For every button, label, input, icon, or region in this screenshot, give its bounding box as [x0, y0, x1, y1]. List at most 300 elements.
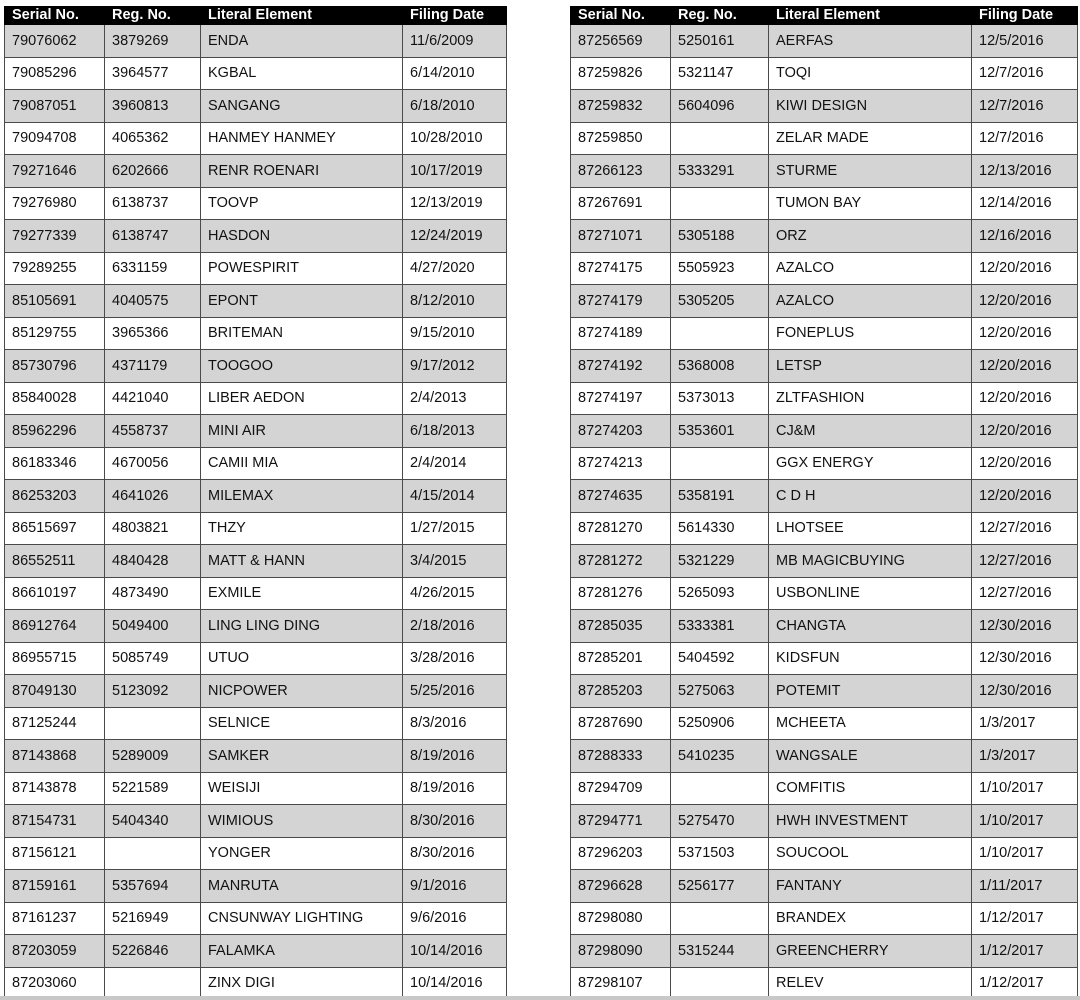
- literal-element-cell: GGX ENERGY: [769, 447, 972, 480]
- table-row: [571, 805, 1078, 838]
- table-row: [5, 90, 507, 123]
- filing-date-cell: 12/5/2016: [972, 25, 1078, 58]
- literal-element-cell: ZELAR MADE: [769, 122, 972, 155]
- literal-element-cell: TUMON BAY: [769, 187, 972, 220]
- literal-element-cell: AERFAS: [769, 25, 972, 58]
- filing-date-cell: 12/14/2016: [972, 187, 1078, 220]
- table-header-row: [571, 7, 1078, 25]
- reg-no-cell: 3964577: [105, 57, 201, 90]
- serial-no-cell: 87281270: [571, 512, 671, 545]
- reg-no-cell: 5505923: [671, 252, 769, 285]
- table-row: [5, 187, 507, 220]
- filing-date-cell: 10/17/2019: [403, 155, 507, 188]
- reg-no-cell: 5410235: [671, 740, 769, 773]
- reg-no-cell: [105, 967, 201, 1000]
- serial-no-cell: 87274192: [571, 350, 671, 383]
- reg-no-cell: 5333381: [671, 610, 769, 643]
- header-reg-no: Reg. No.: [105, 7, 201, 25]
- literal-element-cell: MB MAGICBUYING: [769, 545, 972, 578]
- table-row: [571, 870, 1078, 903]
- reg-no-cell: [671, 967, 769, 1000]
- serial-no-cell: 87259850: [571, 122, 671, 155]
- reg-no-cell: [671, 902, 769, 935]
- table-row: [571, 415, 1078, 448]
- serial-no-cell: 87154731: [5, 805, 105, 838]
- table-row: [5, 837, 507, 870]
- filing-date-cell: 12/13/2016: [972, 155, 1078, 188]
- filing-date-cell: 12/20/2016: [972, 350, 1078, 383]
- literal-element-cell: HWH INVESTMENT: [769, 805, 972, 838]
- serial-no-cell: 87285035: [571, 610, 671, 643]
- filing-date-cell: 10/14/2016: [403, 967, 507, 1000]
- serial-no-cell: 79094708: [5, 122, 105, 155]
- filing-date-cell: 1/27/2015: [403, 512, 507, 545]
- literal-element-cell: SOUCOOL: [769, 837, 972, 870]
- literal-element-cell: CHANGTA: [769, 610, 972, 643]
- header-serial-no: Serial No.: [5, 7, 105, 25]
- filing-date-cell: 10/28/2010: [403, 122, 507, 155]
- table-row: [5, 935, 507, 968]
- filing-date-cell: 1/12/2017: [972, 967, 1078, 1000]
- reg-no-cell: 3960813: [105, 90, 201, 123]
- literal-element-cell: RELEV: [769, 967, 972, 1000]
- literal-element-cell: ZINX DIGI: [201, 967, 403, 1000]
- reg-no-cell: 4371179: [105, 350, 201, 383]
- table-row: [571, 675, 1078, 708]
- table-row: [571, 740, 1078, 773]
- reg-no-cell: 3965366: [105, 317, 201, 350]
- serial-no-cell: 79076062: [5, 25, 105, 58]
- table-row: [571, 252, 1078, 285]
- table-row: [571, 772, 1078, 805]
- table-row: [5, 610, 507, 643]
- serial-no-cell: 87159161: [5, 870, 105, 903]
- table-row: [5, 220, 507, 253]
- serial-no-cell: 87287690: [571, 707, 671, 740]
- literal-element-cell: MATT & HANN: [201, 545, 403, 578]
- reg-no-cell: 5614330: [671, 512, 769, 545]
- reg-no-cell: [105, 707, 201, 740]
- literal-element-cell: WIMIOUS: [201, 805, 403, 838]
- filing-date-cell: 9/15/2010: [403, 317, 507, 350]
- serial-no-cell: 87281272: [571, 545, 671, 578]
- filing-date-cell: 2/4/2013: [403, 382, 507, 415]
- filing-date-cell: 5/25/2016: [403, 675, 507, 708]
- reg-no-cell: 5353601: [671, 415, 769, 448]
- table-row: [5, 155, 507, 188]
- table-row: [5, 447, 507, 480]
- filing-date-cell: 9/6/2016: [403, 902, 507, 935]
- table-row: [571, 285, 1078, 318]
- reg-no-cell: 4641026: [105, 480, 201, 513]
- table-row: [571, 707, 1078, 740]
- literal-element-cell: POWESPIRIT: [201, 252, 403, 285]
- literal-element-cell: MCHEETA: [769, 707, 972, 740]
- reg-no-cell: 4040575: [105, 285, 201, 318]
- filing-date-cell: 12/20/2016: [972, 415, 1078, 448]
- filing-date-cell: 1/10/2017: [972, 805, 1078, 838]
- serial-no-cell: 87274179: [571, 285, 671, 318]
- table-row: [571, 187, 1078, 220]
- filing-date-cell: 9/17/2012: [403, 350, 507, 383]
- literal-element-cell: AZALCO: [769, 252, 972, 285]
- reg-no-cell: 4065362: [105, 122, 201, 155]
- filing-date-cell: 6/18/2010: [403, 90, 507, 123]
- literal-element-cell: CAMII MIA: [201, 447, 403, 480]
- reg-no-cell: [671, 447, 769, 480]
- table-row: [571, 447, 1078, 480]
- literal-element-cell: UTUO: [201, 642, 403, 675]
- reg-no-cell: 5373013: [671, 382, 769, 415]
- literal-element-cell: CJ&M: [769, 415, 972, 448]
- table-row: [5, 577, 507, 610]
- table-row: [571, 642, 1078, 675]
- literal-element-cell: USBONLINE: [769, 577, 972, 610]
- filing-date-cell: 1/11/2017: [972, 870, 1078, 903]
- filing-date-cell: 1/3/2017: [972, 707, 1078, 740]
- literal-element-cell: ENDA: [201, 25, 403, 58]
- literal-element-cell: TOQI: [769, 57, 972, 90]
- literal-element-cell: SANGANG: [201, 90, 403, 123]
- serial-no-cell: 87274213: [571, 447, 671, 480]
- table-row: [5, 967, 507, 1000]
- literal-element-cell: NICPOWER: [201, 675, 403, 708]
- filing-date-cell: 12/7/2016: [972, 90, 1078, 123]
- table-row: [571, 220, 1078, 253]
- serial-no-cell: 85962296: [5, 415, 105, 448]
- reg-no-cell: 5275063: [671, 675, 769, 708]
- literal-element-cell: TOOGOO: [201, 350, 403, 383]
- table-row: [5, 25, 507, 58]
- table-row: [5, 512, 507, 545]
- reg-no-cell: 5250906: [671, 707, 769, 740]
- filing-date-cell: 12/20/2016: [972, 382, 1078, 415]
- filing-date-cell: 12/13/2019: [403, 187, 507, 220]
- serial-no-cell: 87049130: [5, 675, 105, 708]
- serial-no-cell: 79271646: [5, 155, 105, 188]
- reg-no-cell: 6138737: [105, 187, 201, 220]
- filing-date-cell: 12/27/2016: [972, 512, 1078, 545]
- serial-no-cell: 79277339: [5, 220, 105, 253]
- filing-date-cell: 4/26/2015: [403, 577, 507, 610]
- filing-date-cell: 12/7/2016: [972, 57, 1078, 90]
- table-row: [5, 252, 507, 285]
- filing-date-cell: 12/20/2016: [972, 480, 1078, 513]
- filing-date-cell: 12/27/2016: [972, 545, 1078, 578]
- filing-date-cell: 1/12/2017: [972, 935, 1078, 968]
- trademark-table-right: [570, 6, 1078, 1000]
- literal-element-cell: GREENCHERRY: [769, 935, 972, 968]
- serial-no-cell: 87281276: [571, 577, 671, 610]
- reg-no-cell: 5265093: [671, 577, 769, 610]
- filing-date-cell: 8/19/2016: [403, 740, 507, 773]
- reg-no-cell: 5085749: [105, 642, 201, 675]
- table-row: [5, 317, 507, 350]
- filing-date-cell: 1/10/2017: [972, 837, 1078, 870]
- table-row: [5, 480, 507, 513]
- literal-element-cell: RENR ROENARI: [201, 155, 403, 188]
- table-row: [571, 480, 1078, 513]
- serial-no-cell: 86515697: [5, 512, 105, 545]
- serial-no-cell: 87267691: [571, 187, 671, 220]
- reg-no-cell: 5357694: [105, 870, 201, 903]
- literal-element-cell: SELNICE: [201, 707, 403, 740]
- table-row: [5, 675, 507, 708]
- table-row: [5, 350, 507, 383]
- filing-date-cell: 12/20/2016: [972, 285, 1078, 318]
- reg-no-cell: 6331159: [105, 252, 201, 285]
- filing-date-cell: 12/24/2019: [403, 220, 507, 253]
- reg-no-cell: 5371503: [671, 837, 769, 870]
- filing-date-cell: 12/30/2016: [972, 675, 1078, 708]
- reg-no-cell: 4873490: [105, 577, 201, 610]
- reg-no-cell: [671, 187, 769, 220]
- reg-no-cell: 5250161: [671, 25, 769, 58]
- table-row: [571, 90, 1078, 123]
- filing-date-cell: 8/30/2016: [403, 805, 507, 838]
- literal-element-cell: LIBER AEDON: [201, 382, 403, 415]
- serial-no-cell: 79085296: [5, 57, 105, 90]
- literal-element-cell: CNSUNWAY LIGHTING: [201, 902, 403, 935]
- reg-no-cell: 5275470: [671, 805, 769, 838]
- serial-no-cell: 87288333: [571, 740, 671, 773]
- serial-no-cell: 87274203: [571, 415, 671, 448]
- reg-no-cell: 5221589: [105, 772, 201, 805]
- table-row: [5, 122, 507, 155]
- serial-no-cell: 87143878: [5, 772, 105, 805]
- serial-no-cell: 87161237: [5, 902, 105, 935]
- reg-no-cell: [105, 837, 201, 870]
- literal-element-cell: HANMEY HANMEY: [201, 122, 403, 155]
- reg-no-cell: 4670056: [105, 447, 201, 480]
- literal-element-cell: BRANDEX: [769, 902, 972, 935]
- literal-element-cell: WEISIJI: [201, 772, 403, 805]
- table-row: [571, 837, 1078, 870]
- serial-no-cell: 87125244: [5, 707, 105, 740]
- table-header-row: [5, 7, 507, 25]
- reg-no-cell: 5305205: [671, 285, 769, 318]
- reg-no-cell: 4421040: [105, 382, 201, 415]
- serial-no-cell: 85105691: [5, 285, 105, 318]
- serial-no-cell: 87203060: [5, 967, 105, 1000]
- viewer-bottom-edge: [0, 996, 1080, 1000]
- reg-no-cell: 5404340: [105, 805, 201, 838]
- reg-no-cell: 5049400: [105, 610, 201, 643]
- filing-date-cell: 8/30/2016: [403, 837, 507, 870]
- table-row: [5, 415, 507, 448]
- table-row: [571, 577, 1078, 610]
- filing-date-cell: 2/4/2014: [403, 447, 507, 480]
- reg-no-cell: 3879269: [105, 25, 201, 58]
- filing-date-cell: 8/19/2016: [403, 772, 507, 805]
- table-row: [571, 155, 1078, 188]
- filing-date-cell: 3/28/2016: [403, 642, 507, 675]
- reg-no-cell: 5321229: [671, 545, 769, 578]
- table-row: [5, 870, 507, 903]
- literal-element-cell: AZALCO: [769, 285, 972, 318]
- serial-no-cell: 87298080: [571, 902, 671, 935]
- reg-no-cell: 5305188: [671, 220, 769, 253]
- reg-no-cell: 6138747: [105, 220, 201, 253]
- table-row: [571, 935, 1078, 968]
- reg-no-cell: 5216949: [105, 902, 201, 935]
- filing-date-cell: 8/12/2010: [403, 285, 507, 318]
- filing-date-cell: 12/20/2016: [972, 317, 1078, 350]
- literal-element-cell: POTEMIT: [769, 675, 972, 708]
- filing-date-cell: 6/18/2013: [403, 415, 507, 448]
- literal-element-cell: MANRUTA: [201, 870, 403, 903]
- serial-no-cell: 87259826: [571, 57, 671, 90]
- table-row: [571, 382, 1078, 415]
- filing-date-cell: 8/3/2016: [403, 707, 507, 740]
- literal-element-cell: KIWI DESIGN: [769, 90, 972, 123]
- filing-date-cell: 12/20/2016: [972, 252, 1078, 285]
- literal-element-cell: MINI AIR: [201, 415, 403, 448]
- reg-no-cell: 5256177: [671, 870, 769, 903]
- serial-no-cell: 87296203: [571, 837, 671, 870]
- table-row: [5, 642, 507, 675]
- serial-no-cell: 86955715: [5, 642, 105, 675]
- serial-no-cell: 87285203: [571, 675, 671, 708]
- filing-date-cell: 12/7/2016: [972, 122, 1078, 155]
- serial-no-cell: 87156121: [5, 837, 105, 870]
- filing-date-cell: 12/30/2016: [972, 610, 1078, 643]
- header-reg-no: Reg. No.: [671, 7, 769, 25]
- filing-date-cell: 11/6/2009: [403, 25, 507, 58]
- serial-no-cell: 87274189: [571, 317, 671, 350]
- filing-date-cell: 3/4/2015: [403, 545, 507, 578]
- serial-no-cell: 87274197: [571, 382, 671, 415]
- table-row: [5, 382, 507, 415]
- table-row: [571, 610, 1078, 643]
- serial-no-cell: 87296628: [571, 870, 671, 903]
- filing-date-cell: 4/27/2020: [403, 252, 507, 285]
- filing-date-cell: 9/1/2016: [403, 870, 507, 903]
- filing-date-cell: 1/12/2017: [972, 902, 1078, 935]
- literal-element-cell: TOOVP: [201, 187, 403, 220]
- trademark-table-left: [4, 6, 507, 1000]
- literal-element-cell: ORZ: [769, 220, 972, 253]
- table-row: [5, 57, 507, 90]
- table-row: [5, 902, 507, 935]
- literal-element-cell: MILEMAX: [201, 480, 403, 513]
- reg-no-cell: [671, 317, 769, 350]
- literal-element-cell: STURME: [769, 155, 972, 188]
- serial-no-cell: 79087051: [5, 90, 105, 123]
- reg-no-cell: [671, 772, 769, 805]
- filing-date-cell: 6/14/2010: [403, 57, 507, 90]
- reg-no-cell: 5368008: [671, 350, 769, 383]
- reg-no-cell: 5123092: [105, 675, 201, 708]
- table-row: [5, 740, 507, 773]
- table-row: [5, 545, 507, 578]
- reg-no-cell: 5358191: [671, 480, 769, 513]
- literal-element-cell: KGBAL: [201, 57, 403, 90]
- serial-no-cell: 87143868: [5, 740, 105, 773]
- literal-element-cell: HASDON: [201, 220, 403, 253]
- filing-date-cell: 1/3/2017: [972, 740, 1078, 773]
- table-row: [571, 317, 1078, 350]
- reg-no-cell: 4803821: [105, 512, 201, 545]
- literal-element-cell: BRITEMAN: [201, 317, 403, 350]
- literal-element-cell: WANGSALE: [769, 740, 972, 773]
- reg-no-cell: 4840428: [105, 545, 201, 578]
- serial-no-cell: 87266123: [571, 155, 671, 188]
- serial-no-cell: 86552511: [5, 545, 105, 578]
- literal-element-cell: C D H: [769, 480, 972, 513]
- filing-date-cell: 4/15/2014: [403, 480, 507, 513]
- table-row: [571, 25, 1078, 58]
- serial-no-cell: 87298090: [571, 935, 671, 968]
- serial-no-cell: 86183346: [5, 447, 105, 480]
- serial-no-cell: 87271071: [571, 220, 671, 253]
- serial-no-cell: 87274175: [571, 252, 671, 285]
- reg-no-cell: 5289009: [105, 740, 201, 773]
- serial-no-cell: 87294771: [571, 805, 671, 838]
- header-filing-date: Filing Date: [972, 7, 1078, 25]
- header-literal-element: Literal Element: [769, 7, 972, 25]
- filing-date-cell: 12/20/2016: [972, 447, 1078, 480]
- table-row: [571, 967, 1078, 1000]
- serial-no-cell: 87298107: [571, 967, 671, 1000]
- table-row: [571, 350, 1078, 383]
- filing-date-cell: 12/16/2016: [972, 220, 1078, 253]
- header-filing-date: Filing Date: [403, 7, 507, 25]
- table-row: [571, 122, 1078, 155]
- literal-element-cell: FANTANY: [769, 870, 972, 903]
- literal-element-cell: SAMKER: [201, 740, 403, 773]
- literal-element-cell: ZLTFASHION: [769, 382, 972, 415]
- table-row: [5, 285, 507, 318]
- table-row: [5, 805, 507, 838]
- filing-date-cell: 12/30/2016: [972, 642, 1078, 675]
- reg-no-cell: 6202666: [105, 155, 201, 188]
- serial-no-cell: 87294709: [571, 772, 671, 805]
- reg-no-cell: 5604096: [671, 90, 769, 123]
- reg-no-cell: 5315244: [671, 935, 769, 968]
- reg-no-cell: 5404592: [671, 642, 769, 675]
- table-row: [5, 707, 507, 740]
- literal-element-cell: LETSP: [769, 350, 972, 383]
- header-literal-element: Literal Element: [201, 7, 403, 25]
- serial-no-cell: 87274635: [571, 480, 671, 513]
- serial-no-cell: 85730796: [5, 350, 105, 383]
- reg-no-cell: 5321147: [671, 57, 769, 90]
- serial-no-cell: 86253203: [5, 480, 105, 513]
- table-row: [571, 57, 1078, 90]
- literal-element-cell: COMFITIS: [769, 772, 972, 805]
- literal-element-cell: LING LING DING: [201, 610, 403, 643]
- table-row: [571, 902, 1078, 935]
- literal-element-cell: LHOTSEE: [769, 512, 972, 545]
- serial-no-cell: 85840028: [5, 382, 105, 415]
- literal-element-cell: THZY: [201, 512, 403, 545]
- table-row: [571, 545, 1078, 578]
- header-serial-no: Serial No.: [571, 7, 671, 25]
- literal-element-cell: EPONT: [201, 285, 403, 318]
- literal-element-cell: EXMILE: [201, 577, 403, 610]
- reg-no-cell: 5333291: [671, 155, 769, 188]
- table-row: [5, 772, 507, 805]
- table-row: [571, 512, 1078, 545]
- reg-no-cell: [671, 122, 769, 155]
- filing-date-cell: 10/14/2016: [403, 935, 507, 968]
- literal-element-cell: FALAMKA: [201, 935, 403, 968]
- filing-date-cell: 1/10/2017: [972, 772, 1078, 805]
- serial-no-cell: 87259832: [571, 90, 671, 123]
- serial-no-cell: 86610197: [5, 577, 105, 610]
- literal-element-cell: KIDSFUN: [769, 642, 972, 675]
